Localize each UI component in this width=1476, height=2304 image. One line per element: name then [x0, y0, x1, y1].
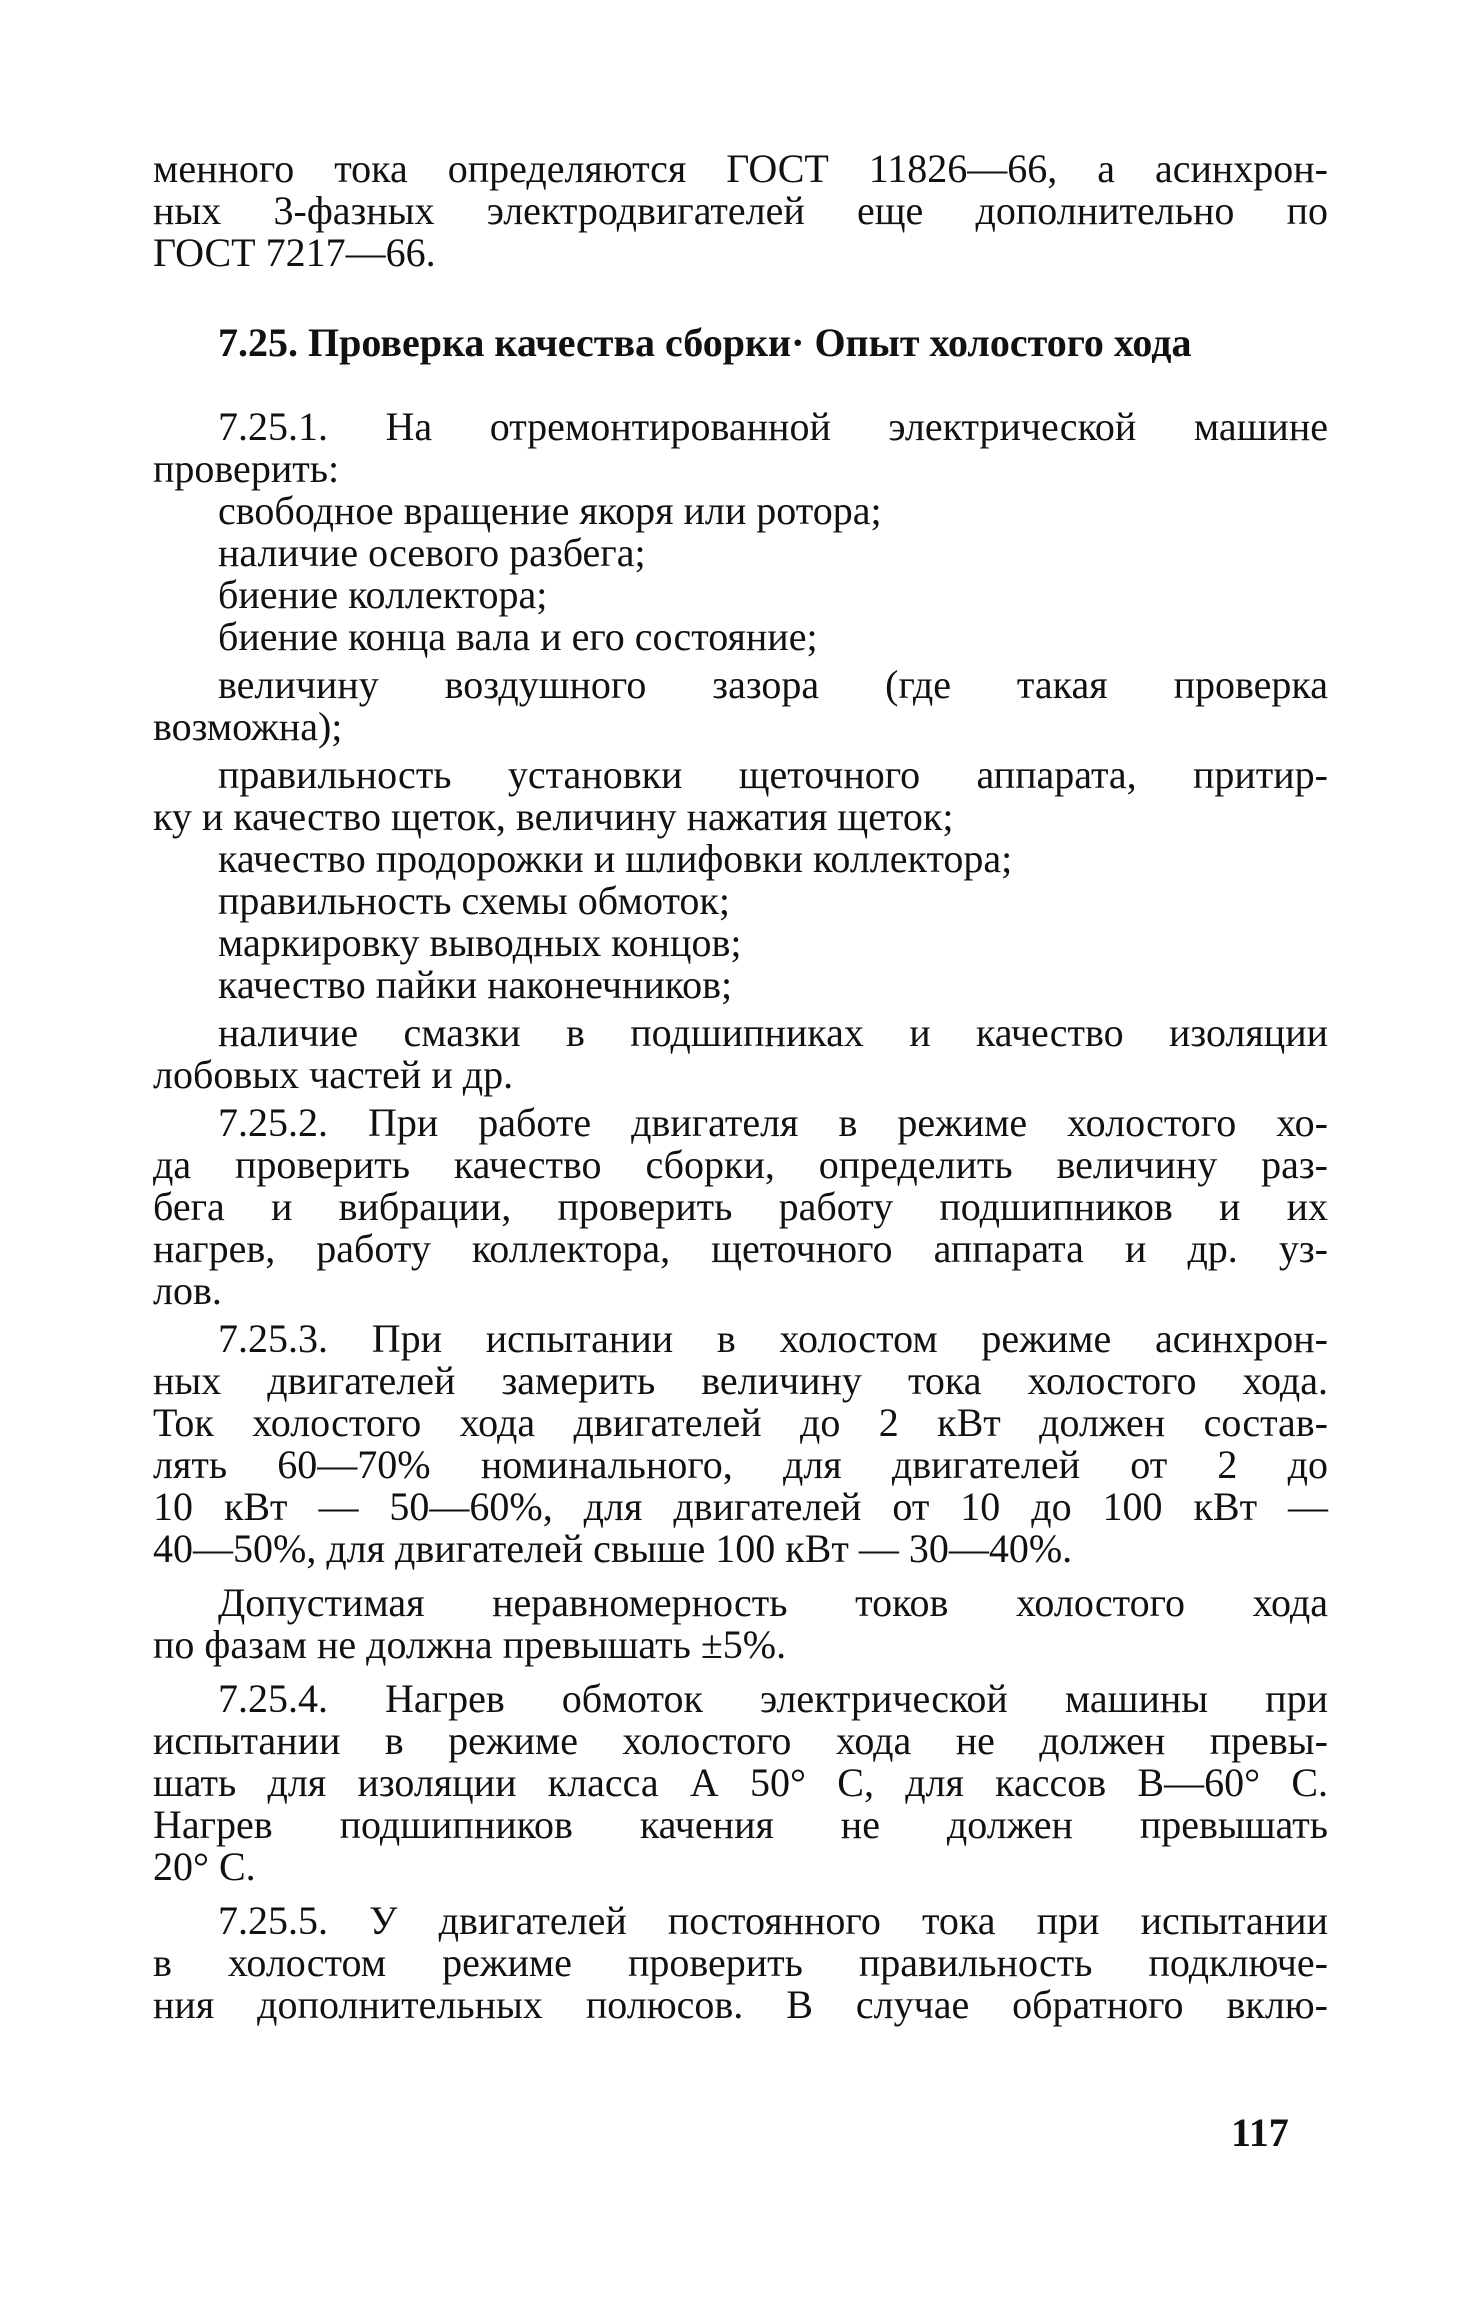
paragraph-7-25-3	[153, 1318, 1328, 1570]
text-line: 7.25.1. На отремонтированной электрической машине	[218, 404, 1328, 449]
text-line: Допустимая неравномерность токов холостого хода	[218, 1580, 1328, 1625]
paragraph-tolerance	[153, 1582, 1328, 1666]
list-item: маркировку выводных концов;	[218, 920, 742, 965]
list-item-lubrication	[153, 1012, 1328, 1096]
text-line: 10 кВт — 50—60%, для двигателей от 10 до 100 кВт —	[153, 1484, 1328, 1529]
text-line: величину воздушного зазора (где такая проверка	[218, 662, 1328, 707]
text-line: шать для изоляции класса А 50° С, для кассов В—60° С.	[153, 1760, 1328, 1805]
paragraph-7-25-2	[153, 1102, 1328, 1312]
list-item-air-gap	[153, 664, 1328, 748]
page-body	[153, 148, 1328, 2026]
list-item: биение конца вала и его состояние;	[218, 614, 818, 659]
text-line: 40—50%, для двигателей свыше 100 кВт — 30—40%.	[153, 1526, 1073, 1571]
list-item-brush	[153, 754, 1328, 838]
text-line: правильность установки щеточного аппарата, притир-	[218, 752, 1328, 797]
list-item: биение коллектора;	[218, 572, 548, 617]
text-line: лять 60—70% номинального, для двигателей от 2 до	[153, 1442, 1328, 1487]
text-line: Нагрев подшипников качения не должен превышать	[153, 1802, 1328, 1847]
paragraph-7-25-5	[153, 1900, 1328, 2026]
text-line: 7.25.5. У двигателей постоянного тока при испытании	[218, 1898, 1328, 1943]
checklist-2	[153, 838, 1328, 1006]
list-item: качество пайки наконечников;	[218, 962, 733, 1007]
text-line: менного тока определяются ГОСТ 11826—66, а асинхрон-	[153, 146, 1328, 191]
text-line: 20° С.	[153, 1844, 256, 1889]
text-line: в холостом режиме проверить правильность подключе-	[153, 1940, 1328, 1985]
text-line: возможна);	[153, 704, 343, 749]
text-line: 7.25.4. Нагрев обмоток электрической машины при	[218, 1676, 1328, 1721]
text-line: ку и качество щеток, величину нажатия щеток;	[153, 794, 954, 839]
text-line: проверить:	[153, 446, 340, 491]
list-item: качество продорожки и шлифовки коллектора;	[218, 836, 1013, 881]
text-line: лобовых частей и др.	[153, 1052, 514, 1097]
text-line: 7.25.3. При испытании в холостом режиме асинхрон-	[218, 1316, 1328, 1361]
text-line: ГОСТ 7217—66.	[153, 230, 436, 275]
text-line: ных 3-фазных электродвигателей еще дополнительно по	[153, 188, 1328, 233]
checklist	[153, 490, 1328, 658]
text-line: ния дополнительных полюсов. В случае обратного вклю-	[153, 1982, 1328, 2027]
text-line: нагрев, работу коллектора, щеточного аппарата и др. уз-	[153, 1226, 1328, 1271]
list-item: наличие осевого разбега;	[218, 530, 646, 575]
text-line: лов.	[153, 1268, 222, 1313]
text-line: испытании в режиме холостого хода не должен превы-	[153, 1718, 1328, 1763]
text-line: 7.25.2. При работе двигателя в режиме холостого хо-	[218, 1100, 1328, 1145]
paragraph-7-25-4	[153, 1678, 1328, 1888]
text-line: наличие смазки в подшипниках и качество изоляции	[218, 1010, 1328, 1055]
list-item: свободное вращение якоря или ротора;	[218, 488, 882, 533]
intro-paragraph	[153, 148, 1328, 274]
text-line: Ток холостого хода двигателей до 2 кВт должен состав-	[153, 1400, 1328, 1445]
section-heading: 7.25. Проверка качества сборки· Опыт холостого хода	[218, 320, 1192, 365]
page-number: 117	[1231, 2110, 1289, 2155]
text-line: бега и вибрации, проверить работу подшипников и их	[153, 1184, 1328, 1229]
paragraph-7-25-1	[153, 406, 1328, 490]
list-item: правильность схемы обмоток;	[218, 878, 730, 923]
text-line: да проверить качество сборки, определить величину раз-	[153, 1142, 1328, 1187]
text-line: по фазам не должна превышать ±5%.	[153, 1622, 787, 1667]
text-line: ных двигателей замерить величину тока холостого хода.	[153, 1358, 1328, 1403]
